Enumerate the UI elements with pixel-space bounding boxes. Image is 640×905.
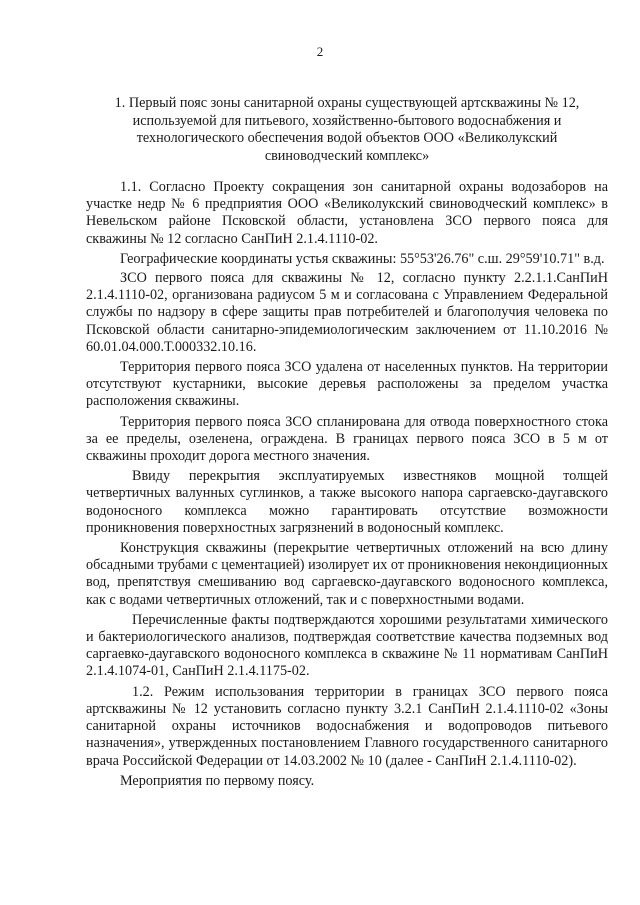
paragraph-well-construction: Конструкция скважины (перекрытие четвертичных отложений на всю длину обсадными трубами с цементацией) изолирует их от проникновения некондиционных вод, препятствуя смешиванию вод саргаевско-даугавского водоносного комплекса, как с водами четвертичных отложений, так и с поверхностными водами. (86, 540, 608, 608)
paragraph-overlap: Ввиду перекрытия эксплуатируемых известняков мощной толщей четвертичных валунных суглинков, а также высокого напора саргаевско-даугавского водоносного комплекса можно гарантировать отсутствие возможности проникновения поверхностных загрязнений в водоносный комплекс. (86, 468, 608, 536)
paragraph-measures: Мероприятия по первому поясу. (120, 772, 315, 789)
paragraph-1-2: 1.2. Режим использования территории в границах ЗСО первого пояса артскважины № 12 установить согласно пункту 3.2.1 СанПиН 2.1.4.1110-02 «Зоны санитарной охраны источников водоснабжения и водопроводов питьевого назначения», утвержденных постановлением Главного государственного санитарного врача Российской Федерации от 14.03.2002 № 10 (далее - СанПиН 2.1.4.1110-02). (86, 683, 608, 769)
paragraph-territory-planned: Территория первого пояса ЗСО спланирована для отвода поверхностного стока за ее пределы, озеленена, ограждена. В границах первого пояса ЗСО в 5 м от скважины проходит дорога местного значения. (86, 413, 608, 465)
paragraph-facts: Перечисленные факты подтверждаются хорошими результатами химического и бактериологического анализов, подтверждая соответствие качества подземных вод саргаевко-даугавского водоносного комплекса в скважине № 11 нормативам СанПиН 2.1.4.1074-01, СанПиН 2.1.4.1175-02. (86, 611, 608, 680)
paragraph-zso-radius: ЗСО первого пояса для скважины № 12, согласно пункту 2.2.1.1.СанПиН 2.1.4.1110-02, организована радиусом 5 м и согласована с Управлением Федеральной службы по надзору в сфере защиты прав потребителей и благополучия человека по Псковской области санитарно-эпидемиологическим заключением от 11.10.2016 № 60.01.04.000.Т.000332.10.16. (86, 270, 608, 355)
paragraph-territory-remote: Территория первого пояса ЗСО удалена от населенных пунктов. На территории отсутствуют кустарники, высокие деревья расположены за пределом участка расположения скважины. (86, 359, 608, 410)
section-heading: 1. Первый пояс зоны санитарной охраны существующей артскважины № 12, используемой для питьевого, хозяйственно-бытового водоснабжения и технологического обеспечения водой объектов ООО «Великолукский свиноводческий комплекс» (114, 95, 580, 164)
paragraph-coordinates: Географические координаты устья скважины: 55°53'26.76" с.ш. 29°59'10.71" в.д. (120, 250, 605, 267)
paragraph-1-1: 1.1. Согласно Проекту сокращения зон санитарной охраны водозаборов на участке недр № 6 предприятия ООО «Великолукский свиноводческий комплекс» в Невельском районе Псковской области, установлена ЗСО первого пояса для скважины № 12 согласно СанПиН 2.1.4.1110-02. (86, 179, 608, 247)
page-number: 2 (316, 44, 324, 59)
document-body (86, 95, 608, 793)
